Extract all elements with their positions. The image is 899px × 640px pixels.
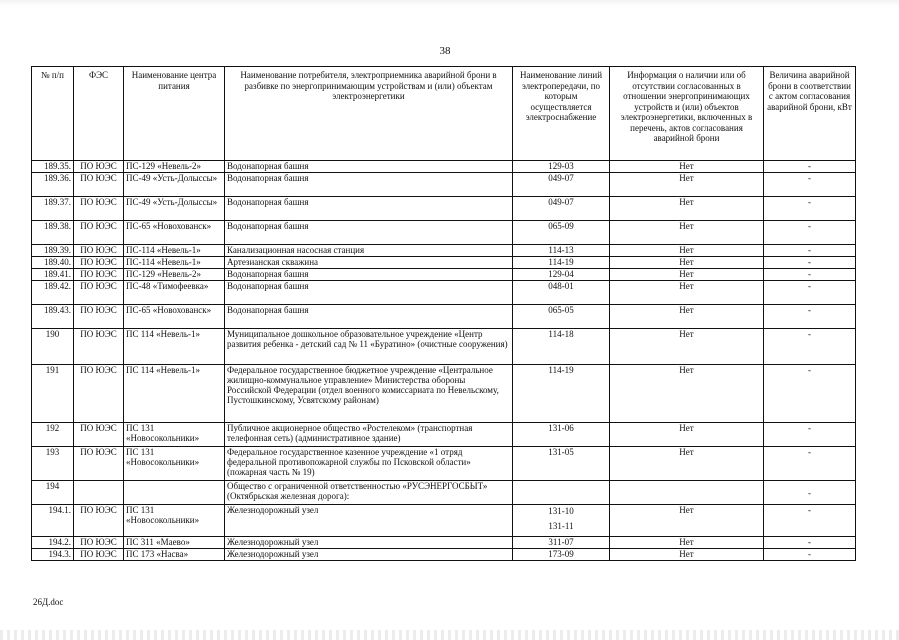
row-num: 189.36. [32, 173, 74, 197]
row-consumer: Железнодорожный узел [225, 549, 513, 561]
row-consumer: Водонапорная башня [225, 161, 513, 173]
row-line: 129-04 [513, 269, 610, 281]
row-line: 131-05 [513, 447, 610, 481]
row-center: ПС 131 «Новосокольники» [124, 447, 225, 481]
row-center: ПС-49 «Усть-Долыссы» [124, 197, 225, 221]
row-consumer: Водонапорная башня [225, 221, 513, 245]
row-fes: ПО ЮЭС [74, 221, 124, 245]
row-fes: ПО ЮЭС [74, 161, 124, 173]
row-consumer: Водонапорная башня [225, 173, 513, 197]
row-num: 189.40. [32, 257, 74, 269]
row-info: Нет [610, 537, 764, 549]
col-header-center: Наименование центра питания [124, 67, 225, 161]
row-line: 065-09 [513, 221, 610, 245]
row-num: 189.37. [32, 197, 74, 221]
row-info: Нет [610, 245, 764, 257]
row-center: ПС-114 «Невель-1» [124, 245, 225, 257]
col-header-value: Величина аварийной брони в соответствии с актом согласования аварийной брони, кВт [764, 67, 856, 161]
row-value: - [764, 257, 856, 269]
row-fes: ПО ЮЭС [74, 269, 124, 281]
row-num: 189.39. [32, 245, 74, 257]
row-value: - [764, 537, 856, 549]
row-num: 189.41. [32, 269, 74, 281]
row-value: - [764, 221, 856, 245]
row-value: - [764, 481, 856, 505]
row-info: Нет [610, 365, 764, 423]
row-num: 194.2. [32, 537, 74, 549]
table-row [32, 549, 856, 561]
row-info: Нет [610, 423, 764, 447]
table-row [32, 505, 856, 537]
row-fes: ПО ЮЭС [74, 447, 124, 481]
table-row [32, 281, 856, 305]
row-line [513, 505, 610, 537]
row-num: 191 [32, 365, 74, 423]
reserve-table [31, 66, 856, 561]
table-row [32, 245, 856, 257]
row-info: Нет [610, 505, 764, 537]
row-consumer: Канализационная насосная станция [225, 245, 513, 257]
table-row [32, 329, 856, 365]
row-value: - [764, 505, 856, 537]
row-info: Нет [610, 257, 764, 269]
row-center [124, 481, 225, 505]
col-header-num: № п/п [32, 67, 74, 161]
row-consumer: Публичное акционерное общество «Ростелеком» (транспортная телефонная сеть) (административное здание) [225, 423, 513, 447]
row-info: Нет [610, 161, 764, 173]
row-line: 173-09 [513, 549, 610, 561]
row-value: - [764, 365, 856, 423]
row-center: ПС 311 «Маево» [124, 537, 225, 549]
row-fes: ПО ЮЭС [74, 329, 124, 365]
row-info: Нет [610, 197, 764, 221]
row-fes: ПО ЮЭС [74, 305, 124, 329]
row-fes: ПО ЮЭС [74, 281, 124, 305]
row-value: - [764, 447, 856, 481]
row-consumer: Муниципальное дошкольное образовательное учреждение «Центр развития ребенка - детский сад № 11 «Буратино» (очистные сооружения) [225, 329, 513, 365]
row-consumer: Водонапорная башня [225, 281, 513, 305]
row-center: ПС 114 «Невель-1» [124, 365, 225, 423]
row-num: 194 [32, 481, 74, 505]
row-consumer: Общество с ограниченной ответственностью «РУСЭНЕРГОСБЫТ» (Октябрьская железная дорога): [225, 481, 513, 505]
row-num: 189.38. [32, 221, 74, 245]
row-value: - [764, 549, 856, 561]
row-consumer: Федеральное государственное бюджетное учреждение «Центральное жилищно-коммунальное управление» Министерства обороны Российской Федерации (отдел военного комиссариата по Невельскому, Пустошкинскому, Усвятскому районам) [225, 365, 513, 423]
table-row [32, 257, 856, 269]
row-line: 131-06 [513, 423, 610, 447]
row-center: ПС-65 «Новохованск» [124, 305, 225, 329]
table-row [32, 481, 856, 505]
row-consumer: Федеральное государственное казенное учреждение «1 отряд федеральной противопожарной службы по Псковской области» (пожарная часть № 19) [225, 447, 513, 481]
row-center: ПС 131 «Новосокольники» [124, 505, 225, 537]
page-number: 38 [439, 45, 451, 57]
row-fes: ПО ЮЭС [74, 197, 124, 221]
row-num: 194.3. [32, 549, 74, 561]
row-center: ПС-65 «Новохованск» [124, 221, 225, 245]
row-line: 048-01 [513, 281, 610, 305]
table-row [32, 269, 856, 281]
row-info [610, 481, 764, 505]
col-header-consumer: Наименование потребителя, электроприемника аварийной брони в разбивке по энергопринимающим устройствам и (или) объектам электроэнергетики [225, 67, 513, 161]
row-center: ПС-129 «Невель-2» [124, 269, 225, 281]
row-line: 049-07 [513, 197, 610, 221]
table-row [32, 173, 856, 197]
row-fes: ПО ЮЭС [74, 245, 124, 257]
table-row [32, 221, 856, 245]
row-info: Нет [610, 269, 764, 281]
row-info: Нет [610, 221, 764, 245]
row-fes: ПО ЮЭС [74, 173, 124, 197]
row-info: Нет [610, 447, 764, 481]
row-line [513, 481, 610, 505]
row-consumer: Артезианская скважина [225, 257, 513, 269]
row-consumer: Водонапорная башня [225, 305, 513, 329]
row-fes: ПО ЮЭС [74, 365, 124, 423]
row-info: Нет [610, 173, 764, 197]
row-fes: ПО ЮЭС [74, 549, 124, 561]
row-info: Нет [610, 329, 764, 365]
col-header-fes: ФЭС [74, 67, 124, 161]
table-row [32, 305, 856, 329]
row-center: ПС-48 «Тимофеевка» [124, 281, 225, 305]
row-consumer: Водонапорная башня [225, 197, 513, 221]
row-consumer: Водонапорная башня [225, 269, 513, 281]
row-value: - [764, 329, 856, 365]
row-line: 311-07 [513, 537, 610, 549]
row-num: 189.42. [32, 281, 74, 305]
table-row [32, 423, 856, 447]
row-num: 189.35. [32, 161, 74, 173]
col-header-line: Наименование линий электропередачи, по которым осуществляется электроснабжение [513, 67, 610, 161]
row-line: 049-07 [513, 173, 610, 197]
row-center: ПС 173 «Насва» [124, 549, 225, 561]
table-row [32, 197, 856, 221]
scan-edge-top [0, 0, 899, 6]
row-fes: ПО ЮЭС [74, 505, 124, 537]
row-center: ПС 114 «Невель-1» [124, 329, 225, 365]
row-consumer: Железнодорожный узел [225, 505, 513, 537]
row-fes: ПО ЮЭС [74, 423, 124, 447]
row-num: 192 [32, 423, 74, 447]
table-row [32, 537, 856, 549]
row-line-primary: 131-10 [548, 506, 574, 516]
row-num: 189.43. [32, 305, 74, 329]
row-center: ПС-129 «Невель-2» [124, 161, 225, 173]
row-consumer: Железнодорожный узел [225, 537, 513, 549]
row-line: 114-13 [513, 245, 610, 257]
document-filename: 26Д.doc [33, 597, 64, 607]
row-info: Нет [610, 305, 764, 329]
row-value: - [764, 173, 856, 197]
row-value: - [764, 281, 856, 305]
row-line: 065-05 [513, 305, 610, 329]
row-num: 194.1. [32, 505, 74, 537]
row-fes [74, 481, 124, 505]
row-info: Нет [610, 281, 764, 305]
row-center: ПС-49 «Усть-Долыссы» [124, 173, 225, 197]
row-line: 114-19 [513, 257, 610, 269]
row-fes: ПО ЮЭС [74, 257, 124, 269]
row-value: - [764, 161, 856, 173]
table-row [32, 447, 856, 481]
row-line-secondary: 131-11 [548, 521, 574, 531]
row-line: 129-03 [513, 161, 610, 173]
row-value: - [764, 423, 856, 447]
row-line: 114-19 [513, 365, 610, 423]
row-value: - [764, 197, 856, 221]
row-num: 193 [32, 447, 74, 481]
row-center: ПС 131 «Новосокольники» [124, 423, 225, 447]
row-value: - [764, 269, 856, 281]
scan-edge-bottom [0, 630, 899, 640]
col-header-info: Информация о наличии или об отсутствии согласованных в отношении энергопринимающих устройств и (или) объектов электроэнергетики, включенных в перечень, актов согласования аварийной брони [610, 67, 764, 161]
table-row [32, 365, 856, 423]
row-info: Нет [610, 549, 764, 561]
table-row [32, 161, 856, 173]
row-fes: ПО ЮЭС [74, 537, 124, 549]
row-value: - [764, 245, 856, 257]
row-center: ПС-114 «Невель-1» [124, 257, 225, 269]
row-value: - [764, 305, 856, 329]
row-num: 190 [32, 329, 74, 365]
row-line: 114-18 [513, 329, 610, 365]
header-row [32, 67, 856, 161]
